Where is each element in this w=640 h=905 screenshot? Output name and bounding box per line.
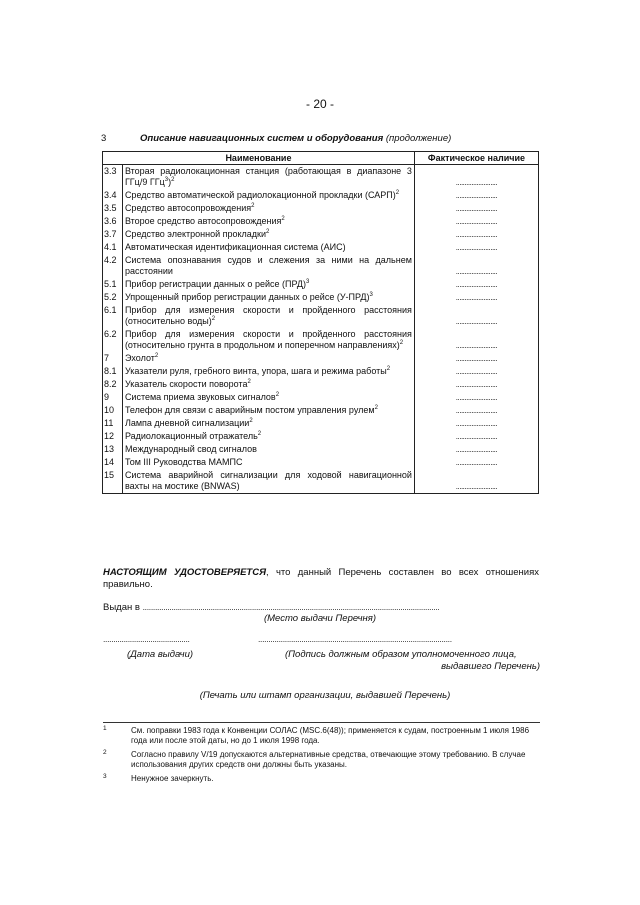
- row-name-text: Указатель скорости поворота: [124, 379, 248, 389]
- availability-blank: ........................: [455, 217, 498, 226]
- availability-blank: ........................: [455, 293, 498, 302]
- footnote-ref: 2: [275, 392, 280, 398]
- row-name-text: Прибор регистрации данных о рейсе (ПРД): [124, 279, 306, 289]
- table-row: [103, 404, 539, 417]
- row-availability: [414, 291, 538, 304]
- row-name-text: Средство электронной прокладки: [124, 229, 267, 239]
- section-title: Описание навигационных систем и оборудования (продолжение): [140, 133, 452, 144]
- row-number: 3.4: [103, 189, 123, 202]
- table-row: [103, 202, 539, 215]
- header-availability: Фактическое наличие: [414, 152, 538, 165]
- row-name: [122, 391, 414, 404]
- table-row: [103, 417, 539, 430]
- row-availability: [414, 404, 538, 417]
- footnote-2: [103, 750, 540, 770]
- equipment-table: [102, 151, 539, 494]
- row-number: 6.2: [103, 328, 123, 352]
- row-availability: [414, 352, 538, 365]
- row-number: 3.7: [103, 228, 123, 241]
- availability-blank: ........................: [455, 354, 498, 363]
- row-availability: [414, 430, 538, 443]
- signature-caption-2: выдавшего Перечень): [441, 661, 540, 672]
- footnote-1: [103, 726, 540, 746]
- place-caption: (Место выдачи Перечня): [263, 613, 376, 624]
- footnote-text: Согласно правилу V/19 допускаются альтернативные средства, отвечающие этому требованию. В случае использования других средств они должны быть указаны.: [131, 750, 526, 769]
- row-name: [122, 202, 414, 215]
- row-availability: [414, 215, 538, 228]
- table-row: [103, 189, 539, 202]
- signature-line: ..............................................................................................: [258, 634, 452, 644]
- row-name: [122, 291, 414, 304]
- availability-blank: ........................: [455, 393, 498, 402]
- table-row: [103, 165, 539, 190]
- row-name: [122, 304, 414, 328]
- row-name-text: Прибор для измерения скорости и пройденного расстояния (относительно воды): [124, 305, 412, 326]
- page-number: - 20 -: [305, 97, 334, 111]
- footnote-ref: 2: [281, 216, 285, 222]
- row-name: [122, 417, 414, 430]
- certification-text: , что данный Перечень составлен во всех отношениях правильно.: [103, 567, 539, 590]
- row-availability: [414, 391, 538, 404]
- table-row: [103, 304, 539, 328]
- footnote-text: См. поправки 1983 года к Конвенции СОЛАС (MSC.6(48)); применяется к судам, построенным 1 июля 1986 года или после этой даты, но до 1 июля 1998 года.: [131, 726, 530, 745]
- row-number: 6.1: [103, 304, 123, 328]
- row-name: [122, 456, 414, 469]
- row-name-text: Средство автосопровождения: [124, 203, 252, 213]
- row-availability: [414, 443, 538, 456]
- row-availability: [414, 378, 538, 391]
- row-number: 9: [103, 391, 123, 404]
- row-availability: [414, 456, 538, 469]
- row-availability: [414, 165, 538, 190]
- row-number: 3.3: [103, 165, 123, 190]
- table-row: [103, 291, 539, 304]
- row-number: 4.1: [103, 241, 123, 254]
- row-name-text: Вторая радиолокационная станция (работающая в диапазоне 3 ГГц/9 ГГц: [124, 166, 412, 187]
- stamp-caption: (Печать или штамп организации, выдавшей Перечень): [199, 690, 451, 701]
- signature-caption-1: (Подпись должным образом уполномоченного лица,: [285, 649, 517, 660]
- table-row: [103, 456, 539, 469]
- footnotes: [103, 722, 540, 788]
- row-name-text: Автоматическая идентификационная система (АИС): [124, 242, 346, 252]
- row-number: 12: [103, 430, 123, 443]
- table-row: [103, 430, 539, 443]
- row-availability: [414, 469, 538, 494]
- row-name-text: Эхолот: [124, 353, 155, 363]
- row-name-text: Лампа дневной сигнализации: [124, 418, 250, 428]
- footnote-ref: 2: [395, 190, 400, 196]
- row-availability: [414, 189, 538, 202]
- availability-blank: ........................: [455, 280, 498, 289]
- row-name: [122, 378, 414, 391]
- row-name: [122, 352, 414, 365]
- row-availability: [414, 228, 538, 241]
- row-name-text: Радиолокационный отражатель: [124, 431, 258, 441]
- date-line: ..........................................: [103, 634, 190, 644]
- row-number: 14: [103, 456, 123, 469]
- table-row: [103, 378, 539, 391]
- header-name: Наименование: [103, 152, 415, 165]
- row-number: 8.2: [103, 378, 123, 391]
- row-name: [122, 254, 414, 278]
- row-number: 4.2: [103, 254, 123, 278]
- availability-blank: ........................: [455, 367, 498, 376]
- footnote-ref: 2: [386, 366, 391, 372]
- availability-blank: ........................: [455, 178, 498, 187]
- row-name: [122, 215, 414, 228]
- table-row: [103, 241, 539, 254]
- availability-blank: ........................: [455, 380, 498, 389]
- table-row: [103, 254, 539, 278]
- footnote-ref: 2: [266, 229, 270, 235]
- availability-blank: ........................: [455, 445, 498, 454]
- row-availability: [414, 328, 538, 352]
- row-availability: [414, 365, 538, 378]
- row-number: 5.1: [103, 278, 123, 291]
- row-name: [122, 189, 414, 202]
- footnote-ref: 3: [305, 279, 310, 285]
- availability-blank: ........................: [455, 419, 498, 428]
- row-name-text: Система опознавания судов и слежения за ними на дальнем расстоянии: [124, 255, 412, 276]
- table-row: [103, 391, 539, 404]
- row-name-text: Прибор для измерения скорости и пройденного расстояния (относительно грунта в продольном и поперечном направлениях): [124, 329, 412, 350]
- table-row: [103, 228, 539, 241]
- row-number: 3.5: [103, 202, 123, 215]
- row-availability: [414, 278, 538, 291]
- issued-place-line: ................................................................................................................................................: [142, 602, 440, 612]
- row-number: 15: [103, 469, 123, 494]
- table-row: [103, 352, 539, 365]
- footnote-ref: 2: [399, 340, 404, 346]
- section-number: 3: [101, 133, 107, 144]
- row-name-end: ): [168, 177, 172, 187]
- footnote-ref: 2: [247, 379, 251, 385]
- table-body: [103, 165, 539, 494]
- table-header-row: [103, 152, 539, 165]
- footnote-ref: 3: [164, 177, 169, 183]
- footnote-ref: 2: [249, 418, 253, 424]
- table-row: [103, 469, 539, 494]
- availability-blank: ........................: [455, 482, 498, 491]
- certification-statement: [103, 567, 539, 591]
- row-name: [122, 443, 414, 456]
- availability-blank: ........................: [455, 267, 498, 276]
- footnote-ref: 3: [369, 292, 373, 298]
- availability-blank: ........................: [455, 432, 498, 441]
- row-number: 7: [103, 352, 123, 365]
- row-number: 11: [103, 417, 123, 430]
- footnote-ref: 2: [171, 177, 175, 183]
- row-availability: [414, 202, 538, 215]
- footnote-text: Ненужное зачеркнуть.: [131, 774, 214, 783]
- row-name: [122, 328, 414, 352]
- availability-blank: ........................: [455, 341, 498, 350]
- row-number: 3.6: [103, 215, 123, 228]
- table-row: [103, 215, 539, 228]
- row-name-text: Упрощенный прибор регистрации данных о рейсе (У-ПРД): [124, 292, 370, 302]
- row-name-text: Средство автоматической радиолокационной прокладки (САРП): [124, 190, 396, 200]
- row-name: [122, 430, 414, 443]
- row-availability: [414, 241, 538, 254]
- date-caption: (Дата выдачи): [126, 649, 194, 660]
- footnote-ref: 2: [374, 405, 378, 411]
- row-name-text: Второе средство автосопровождения: [124, 216, 282, 226]
- row-availability: [414, 417, 538, 430]
- certification-lead: НАСТОЯЩИМ УДОСТОВЕРЯЕТСЯ: [103, 567, 266, 578]
- availability-blank: ........................: [455, 317, 498, 326]
- row-name-text: Указатели руля, гребного винта, упора, шага и режима работы: [124, 366, 387, 376]
- availability-blank: ........................: [455, 191, 498, 200]
- issued-at-row: [103, 602, 539, 613]
- issued-label: Выдан в: [103, 602, 140, 613]
- footnote-mark: 3: [103, 773, 107, 780]
- availability-blank: ........................: [455, 458, 498, 467]
- footnote-mark: 1: [103, 725, 107, 732]
- row-name: [122, 278, 414, 291]
- row-number: 13: [103, 443, 123, 456]
- row-name: [122, 228, 414, 241]
- footnote-ref: 2: [211, 316, 216, 322]
- row-name: [122, 241, 414, 254]
- row-name: [122, 365, 414, 378]
- row-name-text: Том III Руководства МАМПС: [124, 457, 243, 467]
- footnote-mark: 2: [103, 749, 107, 756]
- footnote-ref: 2: [251, 203, 255, 209]
- availability-blank: ........................: [455, 406, 498, 415]
- row-number: 8.1: [103, 365, 123, 378]
- row-name-text: Система аварийной сигнализации для ходовой навигационной вахты на мостике (BNWAS): [124, 470, 412, 491]
- row-name-text: Система приема звуковых сигналов: [124, 392, 276, 402]
- row-number: 10: [103, 404, 123, 417]
- footnote-ref: 2: [257, 431, 262, 437]
- footnote-3: [103, 774, 540, 784]
- table-row: [103, 443, 539, 456]
- row-name: [122, 404, 414, 417]
- table-row: [103, 365, 539, 378]
- table-row: [103, 278, 539, 291]
- row-availability: [414, 304, 538, 328]
- availability-blank: ........................: [455, 243, 498, 252]
- footnote-ref: 2: [154, 353, 159, 359]
- row-name-text: Международный свод сигналов: [124, 444, 257, 454]
- section-continued: (продолжение): [385, 133, 452, 144]
- availability-blank: ........................: [455, 230, 498, 239]
- row-number: 5.2: [103, 291, 123, 304]
- row-availability: [414, 254, 538, 278]
- row-name: [122, 165, 414, 190]
- row-name-text: Телефон для связи с аварийным постом управления рулем: [124, 405, 375, 415]
- table-row: [103, 328, 539, 352]
- availability-blank: ........................: [455, 204, 498, 213]
- row-name: [122, 469, 414, 494]
